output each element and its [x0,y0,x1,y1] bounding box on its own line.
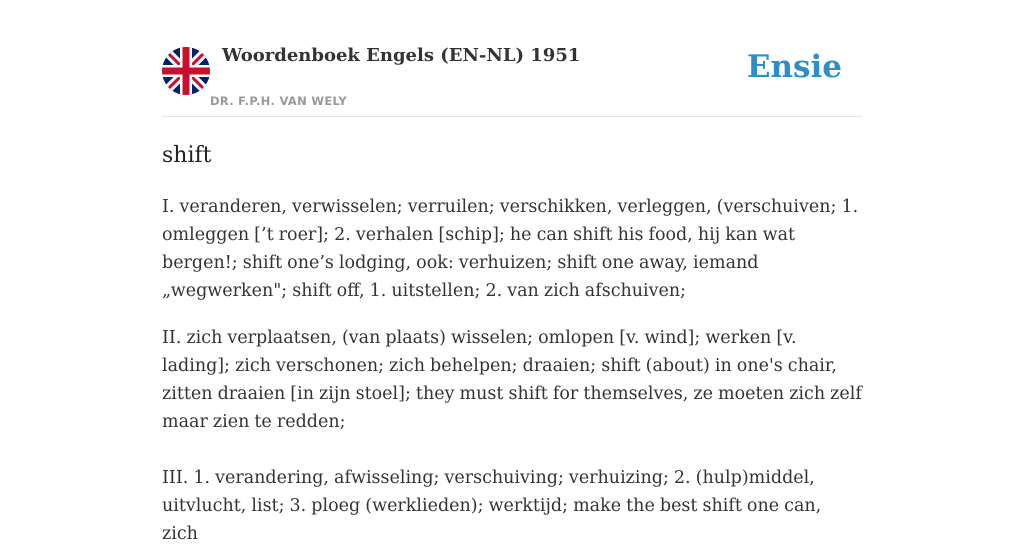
ensie-logo-link[interactable]: Ensie [746,49,842,85]
entry-sense: III. 1. verandering, afwisseling; verschuiving; verhuizing; 2. (hulp)middel, uitvlucht, list; 3. ploeg (werklieden); werktijd; make the best shift one can, zich [162,468,822,544]
dictionary-header [162,0,862,117]
entry-headword: shift [162,143,212,168]
page [162,0,862,548]
dictionary-title[interactable]: Woordenboek Engels (EN-NL) 1951 [222,45,581,66]
entry-sense: II. zich verplaatsen, (van plaats) wisselen; omlopen [v. wind]; werken [v. lading]; zich verschonen; zich behelpen; draaien; shift (about) in one's chair, zitten draaien [in zijn stoel]; they must shift for themselves, ze moeten zich zelf maar zien te redden; [162,328,862,432]
uk-flag-icon [162,47,210,95]
entry-sense: I. veranderen, verwisselen; verruilen; verschikken, verleggen, (verschuiven; 1. omleggen [’t roer]; 2. verhalen [schip]; he can shift his food, hij kan wat bergen!; shift one’s lodging, ook: verhuizen; shift one away, iemand „wegwerken"; shift off, 1. uitstellen; 2. van zich afschuiven; [162,197,859,301]
dictionary-author: DR. F.P.H. VAN WELY [210,94,347,108]
